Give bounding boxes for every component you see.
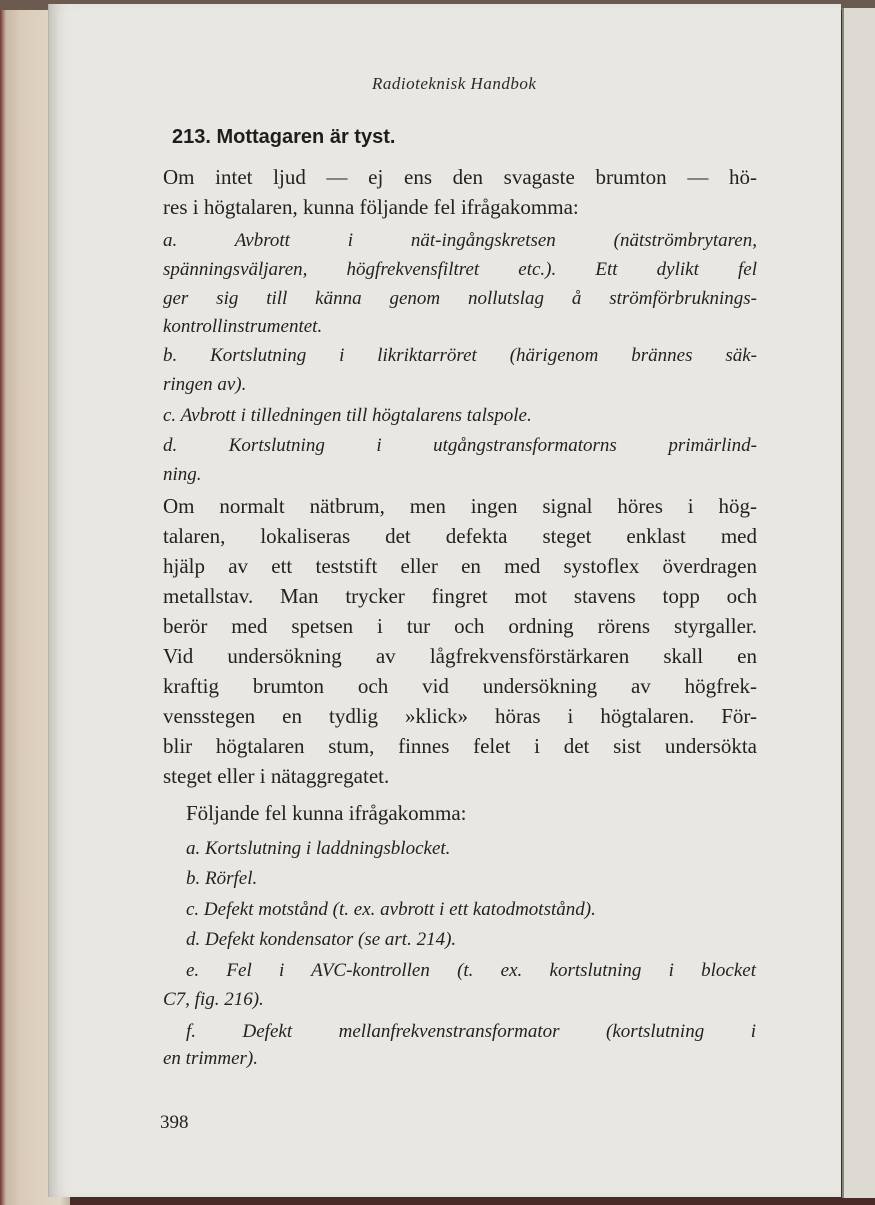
text-line: d. Kortslutning i utgångstransformatorns primärlind-	[163, 435, 757, 456]
text-line: f. Defekt mellanfrekvenstransformator (kortslutning i	[186, 1021, 756, 1042]
text-line: ringen av).	[163, 374, 247, 395]
text-line: a. Kortslutning i laddningsblocket.	[186, 838, 451, 859]
text-line: steget eller i nätaggregatet.	[163, 764, 390, 788]
text-line: en trimmer).	[163, 1048, 258, 1069]
text-line: kraftig brumton och vid undersökning av högfrek-	[163, 674, 757, 698]
text-line: hjälp av ett teststift eller en med systoflex överdragen	[163, 554, 757, 578]
text-line: berör med spetsen i tur och ordning rörens styrgaller.	[163, 614, 757, 638]
text-line: Följande fel kunna ifrågakomma:	[186, 801, 467, 825]
text-line: c. Avbrott i tilledningen till högtalarens talspole.	[163, 405, 532, 426]
text-line: C7, fig. 216).	[163, 989, 264, 1010]
text-line: Om normalt nätbrum, men ingen signal höres i hög-	[163, 494, 757, 518]
next-page-edge	[842, 8, 875, 1198]
text-line: e. Fel i AVC-kontrollen (t. ex. kortslutning i blocket	[186, 960, 756, 981]
section-heading: 213. Mottagaren är tyst.	[172, 126, 396, 148]
text-line: talaren, lokaliseras det defekta steget enklast med	[163, 524, 757, 548]
page-number: 398	[160, 1112, 189, 1133]
text-line: b. Rörfel.	[186, 868, 258, 889]
text-line: kontrollinstrumentet.	[163, 316, 323, 337]
text-line: res i högtalaren, kunna följande fel ifrågakomma:	[163, 195, 579, 219]
running-head: Radioteknisk Handbok	[372, 74, 537, 93]
text-line: blir högtalaren stum, finnes felet i det sist undersökta	[163, 734, 757, 758]
text-line: c. Defekt motstånd (t. ex. avbrott i ett katodmotstånd).	[186, 899, 596, 920]
text-line: ning.	[163, 464, 202, 485]
text-line: a. Avbrott i nät-ingångskretsen (nätströmbrytaren,	[163, 230, 757, 251]
text-line: d. Defekt kondensator (se art. 214).	[186, 929, 457, 950]
text-line: b. Kortslutning i likriktarröret (härigenom brännes säk-	[163, 345, 757, 366]
text-line: Om intet ljud — ej ens den svagaste brumton — hö-	[163, 165, 757, 189]
text-line: ger sig till känna genom nollutslag å strömförbruknings-	[163, 288, 757, 309]
text-line: spänningsväljaren, högfrekvensfiltret etc.). Ett dylikt fel	[163, 259, 757, 280]
text-line: metallstav. Man trycker fingret mot stavens topp och	[163, 584, 757, 608]
text-line: Vid undersökning av lågfrekvensförstärkaren skall en	[163, 644, 757, 668]
text-line: vensstegen en tydlig »klick» höras i högtalaren. För-	[163, 704, 757, 728]
